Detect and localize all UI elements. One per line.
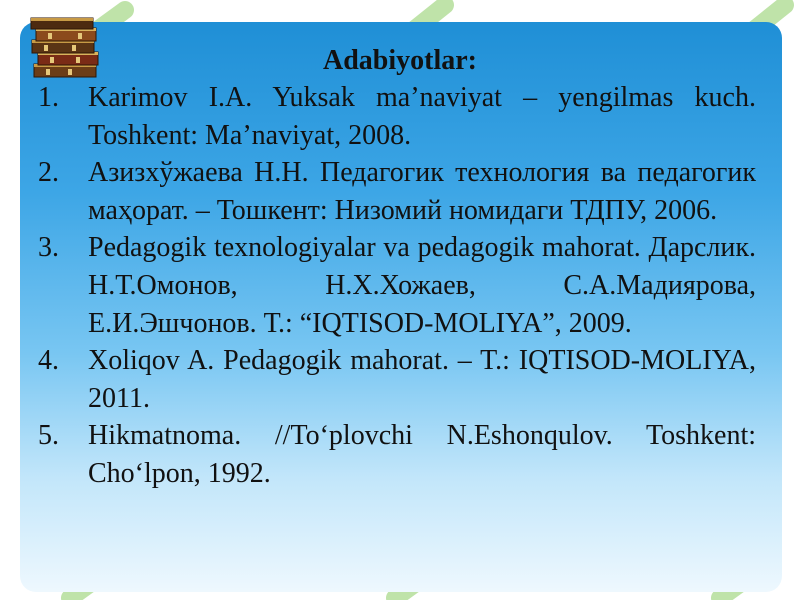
reference-item (38, 154, 756, 229)
reference-text: Karimov I.A. Yuksak ma’naviyat – yengilmas kuch. Toshkent: Ma’naviyat, 2008. (88, 82, 756, 151)
reference-number: 2. (38, 157, 59, 189)
slide-title: Adabiyotlar: (323, 45, 477, 76)
reference-item (38, 417, 756, 492)
reference-text: Xoliqov A. Pedagogik mahorat. – T.: IQTISOD-MOLIYA, 2011. (88, 345, 756, 414)
reference-text: Hikmatnoma. //To‘plovchi N.Eshonqulov. Toshkent: Cho‘lpon, 1992. (88, 420, 756, 489)
reference-number: 3. (38, 232, 59, 264)
reference-number: 1. (38, 82, 59, 113)
reference-item (38, 79, 756, 154)
reference-text: Pedagogik texnologiyalar va pedagogik mahorat. Дарслик. Н.Т.Омонов, Н.Х.Хожаев, С.А.Мадиярова, Е.И.Эшчонов. Т.: “IQTISOD-MOLIYA”, 2009. (88, 232, 756, 339)
reference-list (38, 79, 756, 493)
reference-item (38, 342, 756, 417)
reference-text: Азизхўжаева Н.Н. Педагогик технология ва педагогик маҳорат. – Тошкент: Низомий номидаги ТДПУ, 2006. (88, 157, 756, 226)
reference-item (38, 229, 756, 342)
reference-number: 5. (38, 420, 59, 452)
reference-number: 4. (38, 345, 59, 377)
